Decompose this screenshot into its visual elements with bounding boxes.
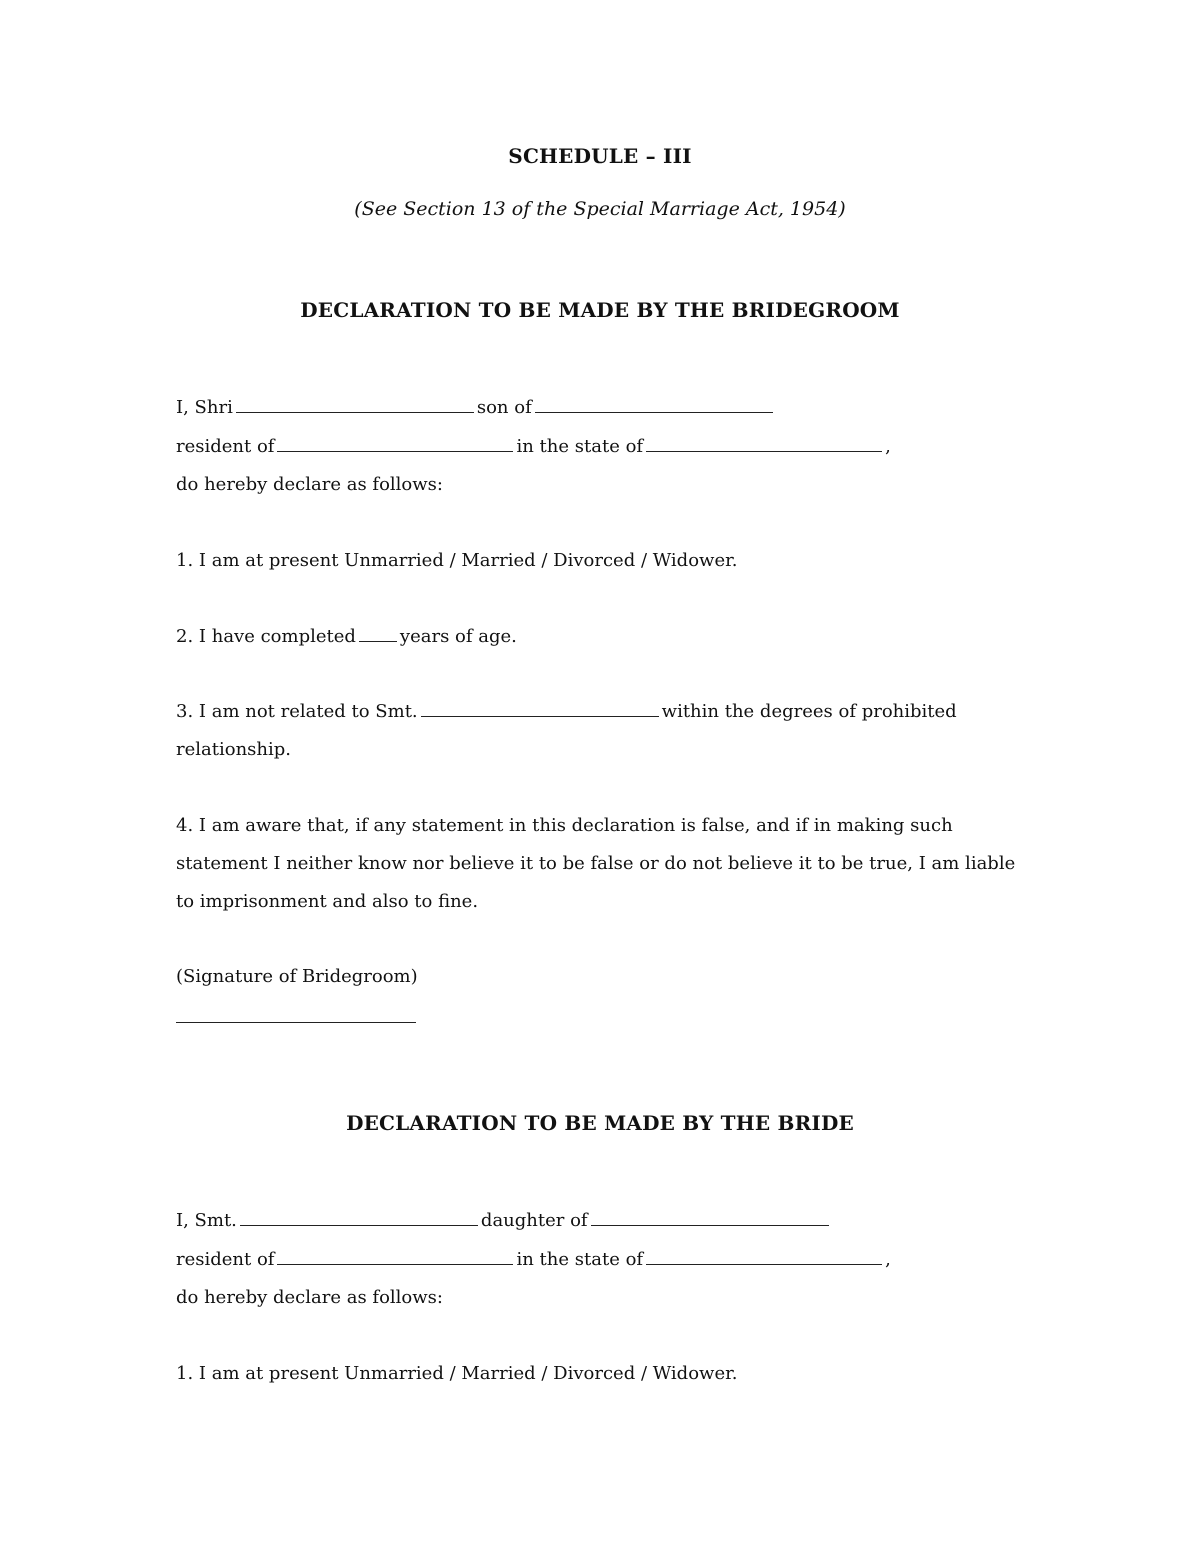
comma: , <box>885 436 891 457</box>
resident-of-label: resident of <box>176 436 275 457</box>
bride-name-label: I, Smt. <box>176 1210 237 1231</box>
bridegroom-item-1: 1. I am at present Unmarried / Married / Divorced / Widower. <box>176 550 738 571</box>
bridegroom-item-2 <box>176 625 517 649</box>
bridegroom-residence-blank[interactable] <box>277 435 513 452</box>
daughter-of-label: daughter of <box>480 1210 588 1231</box>
age-blank[interactable] <box>359 625 397 642</box>
bridegroom-item-4-line-3: to imprisonment and also to fine. <box>176 891 479 912</box>
bride-residence-blank[interactable] <box>277 1248 513 1265</box>
bridegroom-heading: DECLARATION TO BE MADE BY THE BRIDEGROOM <box>300 298 900 322</box>
bride-declare-line: do hereby declare as follows: <box>176 1287 443 1308</box>
comma: , <box>885 1249 891 1270</box>
state-of-label: in the state of <box>516 1249 644 1270</box>
item2-prefix: 2. I have completed <box>176 626 356 647</box>
bridegroom-declare-line: do hereby declare as follows: <box>176 474 443 495</box>
bridegroom-item-4-line-1: 4. I am aware that, if any statement in this declaration is false, and if in making such <box>176 815 953 836</box>
item3-prefix: 3. I am not related to Smt. <box>176 701 418 722</box>
bridegroom-father-blank[interactable] <box>535 396 773 413</box>
bridegroom-item-4-line-2: statement I neither know nor believe it to be false or do not believe it to be true, I am liable <box>176 853 1016 874</box>
bride-state-blank[interactable] <box>646 1248 882 1265</box>
item2-suffix: years of age. <box>399 626 517 647</box>
bridegroom-name-blank[interactable] <box>236 396 474 413</box>
bride-father-blank[interactable] <box>591 1209 829 1226</box>
son-of-label: son of <box>476 397 532 418</box>
bridegroom-line-1 <box>176 396 776 420</box>
subtitle: (See Section 13 of the Special Marriage Act, 1954) <box>354 198 846 220</box>
bridegroom-item-3 <box>176 700 957 724</box>
bride-line-1 <box>176 1209 832 1233</box>
schedule-title: SCHEDULE – III <box>508 144 692 168</box>
state-of-label: in the state of <box>516 436 644 457</box>
bride-item-1: 1. I am at present Unmarried / Married / Divorced / Widower. <box>176 1363 738 1384</box>
bridegroom-item-3-line-2: relationship. <box>176 739 291 760</box>
bride-line-2 <box>176 1248 891 1272</box>
bridegroom-name-label: I, Shri <box>176 397 233 418</box>
bride-heading: DECLARATION TO BE MADE BY THE BRIDE <box>346 1111 854 1135</box>
bridegroom-signature-label: (Signature of Bridegroom) <box>176 966 418 987</box>
bridegroom-line-2 <box>176 435 891 459</box>
bridegroom-state-blank[interactable] <box>646 435 882 452</box>
bride-name-blank[interactable] <box>421 700 659 717</box>
item3-suffix: within the degrees of prohibited <box>661 701 957 722</box>
bride-self-name-blank[interactable] <box>240 1209 478 1226</box>
bridegroom-signature-line[interactable] <box>176 1022 416 1023</box>
resident-of-label: resident of <box>176 1249 275 1270</box>
